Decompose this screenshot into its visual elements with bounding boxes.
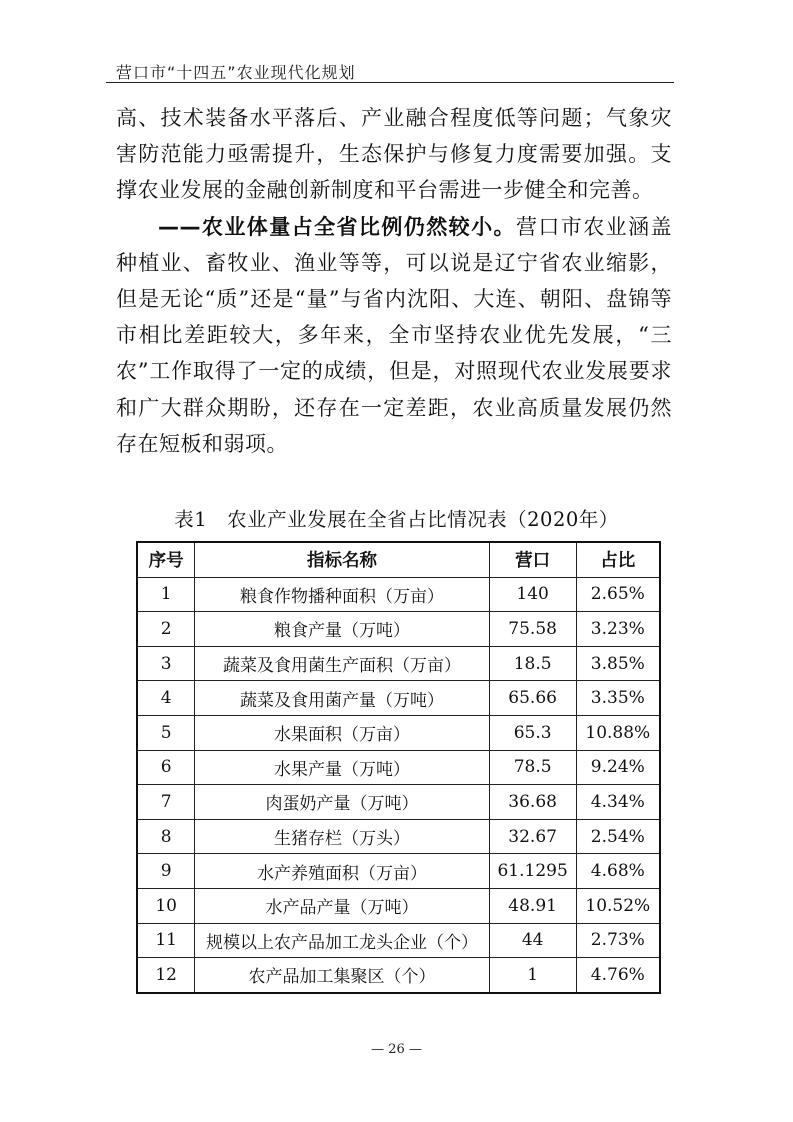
table-row [137, 681, 660, 716]
page-number: — 26 — [371, 1042, 422, 1057]
cell-indicator: 规模以上农产品加工龙头企业（个） [195, 923, 489, 958]
cell-index: 9 [137, 854, 195, 889]
cell-share: 10.52% [576, 888, 660, 923]
cell-index: 3 [137, 646, 195, 681]
cell-share: 2.73% [576, 923, 660, 958]
header-cell-indicator: 指标名称 [195, 542, 489, 577]
cell-yingkou: 48.91 [489, 888, 576, 923]
cell-index: 4 [137, 681, 195, 716]
paragraph-2 [116, 209, 672, 462]
cell-index: 1 [137, 577, 195, 612]
cell-share: 9.24% [576, 750, 660, 785]
cell-yingkou: 44 [489, 923, 576, 958]
header-rule [106, 82, 674, 83]
table-row [137, 854, 660, 889]
cell-index: 2 [137, 612, 195, 647]
table-row [137, 577, 660, 612]
table-row [137, 923, 660, 958]
table-row [137, 715, 660, 750]
cell-yingkou: 1 [489, 958, 576, 993]
cell-share: 4.76% [576, 958, 660, 993]
cell-share: 2.65% [576, 577, 660, 612]
body-text [116, 100, 672, 462]
table-caption: 表1 农业产业发展在全省占比情况表（2020年） [174, 508, 619, 531]
cell-share: 2.54% [576, 819, 660, 854]
cell-yingkou: 75.58 [489, 612, 576, 647]
cell-indicator: 水果面积（万亩） [195, 715, 489, 750]
cell-yingkou: 65.66 [489, 681, 576, 716]
cell-yingkou: 61.1295 [489, 854, 576, 889]
cell-yingkou: 18.5 [489, 646, 576, 681]
table-row [137, 888, 660, 923]
cell-indicator: 水果产量（万吨） [195, 750, 489, 785]
cell-indicator: 蔬菜及食用菌产量（万吨） [195, 681, 489, 716]
cell-share: 3.85% [576, 646, 660, 681]
cell-indicator: 农产品加工集聚区（个） [195, 958, 489, 993]
table-header-row [137, 542, 660, 577]
running-header: 营口市“十四五”农业现代化规划 [116, 63, 356, 82]
cell-yingkou: 32.67 [489, 819, 576, 854]
cell-index: 12 [137, 958, 195, 993]
cell-indicator: 生猪存栏（万头） [195, 819, 489, 854]
cell-share: 3.35% [576, 681, 660, 716]
cell-yingkou: 36.68 [489, 785, 576, 820]
cell-indicator: 肉蛋奶产量（万吨） [195, 785, 489, 820]
cell-share: 4.68% [576, 854, 660, 889]
cell-yingkou: 140 [489, 577, 576, 612]
paragraph-1: 高、技术装备水平落后、产业融合程度低等问题；气象灾害防范能力亟需提升，生态保护与修复力度需要加强。支撑农业发展的金融创新制度和平台需进一步健全和完善。 [116, 106, 672, 203]
table-row [137, 785, 660, 820]
table-row [137, 646, 660, 681]
cell-index: 10 [137, 888, 195, 923]
cell-index: 11 [137, 923, 195, 958]
cell-index: 5 [137, 715, 195, 750]
cell-share: 4.34% [576, 785, 660, 820]
data-table [136, 541, 661, 994]
cell-indicator: 水产养殖面积（万亩） [195, 854, 489, 889]
table-row [137, 750, 660, 785]
paragraph-2-lead: ——农业体量占全省比例仍然较小。 [158, 214, 516, 239]
header-cell-yingkou: 营口 [489, 542, 576, 577]
cell-share: 10.88% [576, 715, 660, 750]
cell-index: 7 [137, 785, 195, 820]
header-cell-share: 占比 [576, 542, 660, 577]
cell-indicator: 蔬菜及食用菌生产面积（万亩） [195, 646, 489, 681]
cell-indicator: 粮食产量（万吨） [195, 612, 489, 647]
cell-indicator: 粮食作物播种面积（万亩） [195, 577, 489, 612]
table-row [137, 819, 660, 854]
table-row [137, 958, 660, 993]
cell-index: 8 [137, 819, 195, 854]
cell-indicator: 水产品产量（万吨） [195, 888, 489, 923]
table-row [137, 612, 660, 647]
cell-yingkou: 78.5 [489, 750, 576, 785]
cell-yingkou: 65.3 [489, 715, 576, 750]
paragraph-2-text: 营口市农业涵盖种植业、畜牧业、渔业等等，可以说是辽宁省农业缩影，但是无论“质”还是“量”与省内沈阳、大连、朝阳、盘锦等市相比差距较大，多年来，全市坚持农业优先发展，“三农”工作取得了一定的成绩，但是，对照现代农业发展要求和广大群众期盼，还存在一定差距，农业高质量发展仍然存在短板和弱项。 [116, 214, 673, 456]
cell-index: 6 [137, 750, 195, 785]
header-cell-index: 序号 [137, 542, 195, 577]
cell-share: 3.23% [576, 612, 660, 647]
